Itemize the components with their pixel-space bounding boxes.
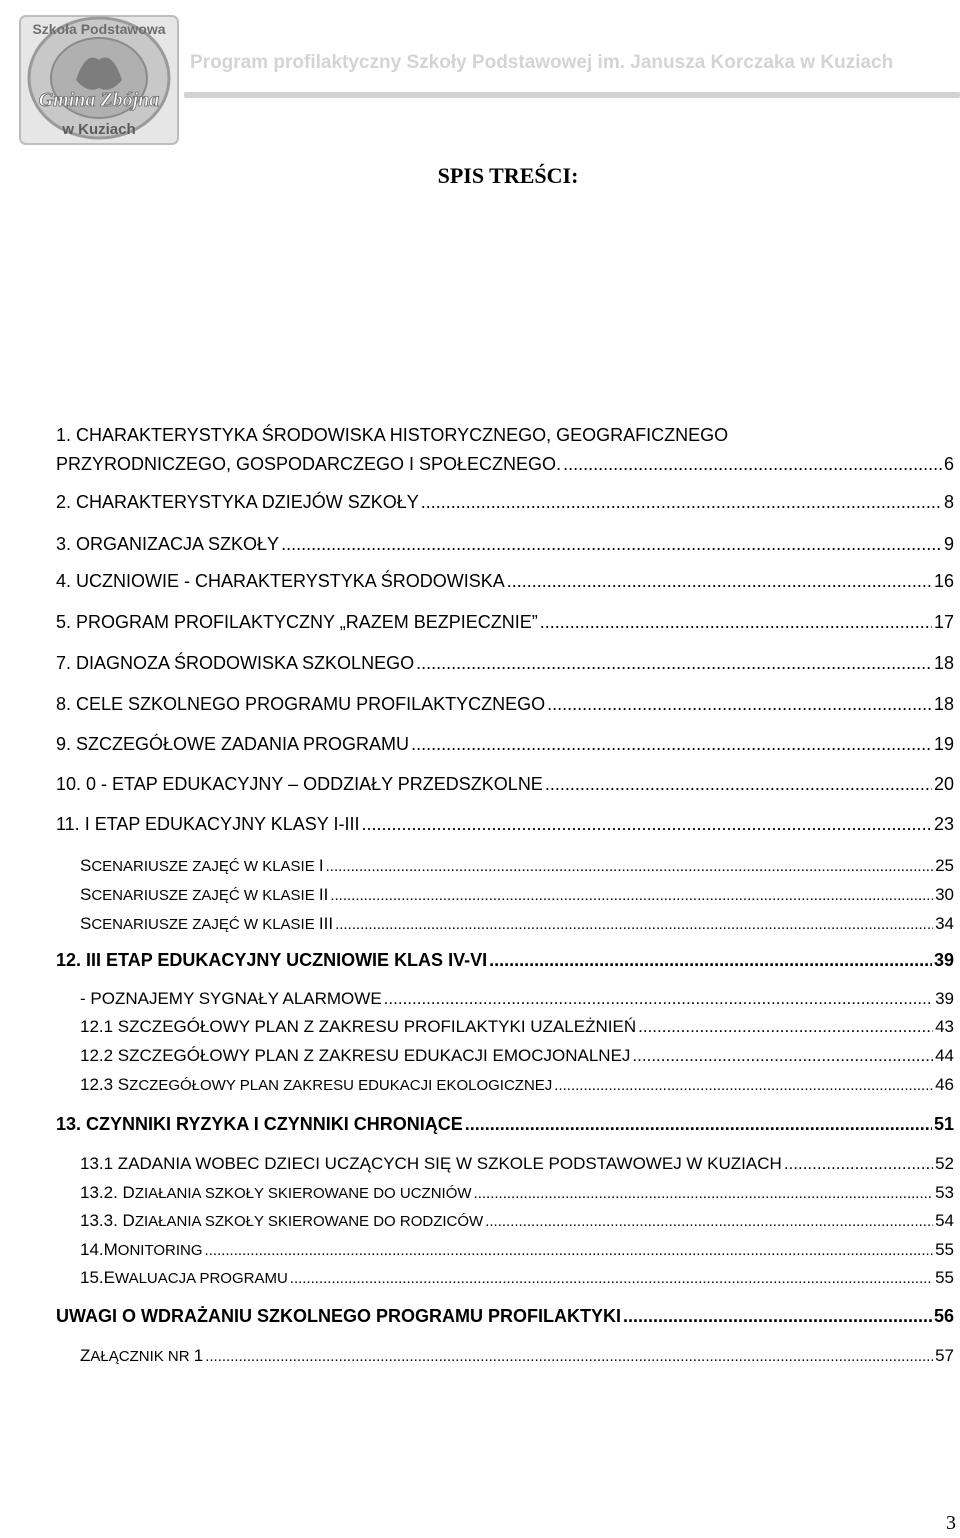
toc-entry[interactable] [0,1114,960,1135]
toc-entry[interactable] [0,653,960,674]
svg-text:Szkoła Podstawowa: Szkoła Podstawowa [32,21,166,37]
dot-leader [205,1242,934,1259]
toc-subentry[interactable] [0,856,960,876]
toc-entry-label: 8. CELE SZKOLNEGO PROGRAMU PROFILAKTYCZNEGO [56,694,546,714]
toc-entry-label: 15.EWALUACJA PROGRAMU [80,1268,288,1287]
toc-entry[interactable] [0,814,960,835]
toc-entry-label: UWAGI O WDRAŻANIU SZKOLNEGO PROGRAMU PROFILAKTYKI [56,1306,621,1326]
dot-leader [489,950,932,971]
toc-subentry[interactable] [0,1017,960,1037]
toc-entry[interactable] [0,950,960,971]
toc-entry-label: 12.1 SZCZEGÓŁOWY PLAN Z ZAKRESU PROFILAKTYKI UZALEŻNIEŃ [80,1017,637,1036]
toc-entry-page: 17 [933,612,954,632]
toc-entry-1-first-line: 1. CHARAKTERYSTYKA ŚRODOWISKA HISTORYCZNEGO, GEOGRAFICZNEGO [56,425,729,445]
header-title: Program profilaktyczny Szkoły Podstawowej im. Janusza Korczaka w Kuziach [190,52,894,73]
toc-entry[interactable] [0,454,960,475]
toc-entry-label: 12.3 SZCZEGÓŁOWY PLAN ZAKRESU EDUKACJI EKOLOGICZNEJ [80,1075,553,1094]
dot-leader [465,1114,932,1135]
dot-leader [623,1306,932,1327]
toc-entry-page: 16 [933,571,954,591]
toc-entry-label: 5. PROGRAM PROFILAKTYCZNY „RAZEM BEZPIECZNIE” [56,612,538,632]
toc-entry-label: 13. CZYNNIKI RYZYKA I CZYNNIKI CHRONIĄCE [56,1114,463,1134]
toc-subentry[interactable] [0,1268,960,1288]
toc-entry-page: 44 [935,1046,954,1065]
toc-title: SPIS TREŚCI: [437,163,579,188]
toc-entry[interactable] [0,774,960,795]
toc-subentry[interactable] [0,1211,960,1231]
toc-entry-page: 20 [933,774,954,794]
dot-leader [784,1154,933,1174]
toc-entry-page: 52 [935,1154,954,1173]
dot-leader [384,989,933,1009]
toc-entry-page: 19 [933,734,954,754]
toc-entry-label: 12. III ETAP EDUKACYJNY UCZNIOWIE KLAS IV-VI [56,950,488,970]
toc-entry-page: 46 [935,1075,954,1094]
toc-entry-page: 25 [935,856,954,875]
toc-subentry[interactable] [0,1183,960,1203]
toc-entry-page: 57 [935,1346,954,1365]
dot-leader [326,858,933,875]
toc-entry-label: 2. CHARAKTERYSTYKA DZIEJÓW SZKOŁY [56,492,419,512]
dot-leader [330,887,933,904]
toc-entry-label: 7. DIAGNOZA ŚRODOWISKA SZKOLNEGO [56,653,415,673]
dot-leader [563,454,942,475]
dot-leader [638,1017,933,1037]
dot-leader [290,1270,933,1287]
toc-entry-label: SCENARIUSZE ZAJĘĆ W KLASIE II [80,885,329,904]
dot-leader [205,1348,933,1365]
dot-leader [540,612,932,633]
dot-leader [474,1185,934,1202]
toc-entry-label: 13.1 ZADANIA WOBEC DZIECI UCZĄCYCH SIĘ W SZKOLE PODSTAWOWEJ W KUZIACH [80,1154,782,1173]
toc-entry-page: 56 [933,1306,954,1326]
toc-entry[interactable] [0,694,960,715]
toc-entry-label: 14.MONITORING [80,1240,203,1259]
toc-entry-page: 23 [933,814,954,834]
toc-entry-page: 34 [935,914,954,933]
dot-leader [507,571,932,592]
toc-entry-label: 11. I ETAP EDUKACYJNY KLASY I-III [56,814,360,834]
toc-entry[interactable] [0,1306,960,1327]
page-number: 3 [946,1512,956,1534]
toc-subentry[interactable] [0,1075,960,1095]
toc-entry[interactable] [0,571,960,592]
dot-leader [554,1077,933,1094]
toc-entry-label: 4. UCZNIOWIE - CHARAKTERYSTYKA ŚRODOWISKA [56,571,505,591]
toc-entry[interactable] [0,492,960,513]
svg-text:w Kuziach: w Kuziach [62,121,136,138]
toc-subentry[interactable] [0,1346,960,1366]
toc-entry-page: 54 [935,1211,954,1230]
toc-entry-label: PRZYRODNICZEGO, GOSPODARCZEGO I SPOŁECZNEGO. [56,454,562,474]
toc-entry-label: 9. SZCZEGÓŁOWE ZADANIA PROGRAMU [56,734,410,754]
toc-subentry[interactable] [0,1154,960,1174]
toc-entry[interactable] [0,612,960,633]
dot-leader [411,734,932,755]
toc-entry[interactable] [0,734,960,755]
toc-entry-page: 55 [935,1268,954,1287]
toc-entry-label: 13.2. DZIAŁANIA SZKOŁY SKIEROWANE DO UCZNIÓW [80,1183,472,1202]
toc-entry-page: 53 [935,1183,954,1202]
dot-leader [335,916,933,933]
dot-leader [416,653,932,674]
toc-entry-page: 18 [933,694,954,714]
dot-leader [632,1046,933,1066]
toc-entry-page: 39 [935,989,954,1008]
dot-leader [361,814,932,835]
svg-text:Gmina Zbójna: Gmina Zbójna [38,89,160,111]
toc-entry-page: 39 [933,950,954,970]
toc-entry-page: 18 [933,653,954,673]
dot-leader [421,492,942,513]
toc-entry[interactable] [0,534,960,555]
dot-leader [281,534,942,555]
toc-entry-page: 8 [943,492,954,512]
toc-subentry[interactable] [0,1240,960,1260]
toc-entry-label: 10. 0 - ETAP EDUKACYJNY – ODDZIAŁY PRZEDSZKOLNE [56,774,543,794]
toc-entry-page: 9 [943,534,954,554]
toc-entry-label: 12.2 SZCZEGÓŁOWY PLAN Z ZAKRESU EDUKACJI EMOCJONALNEJ [80,1046,631,1065]
toc-entry-page: 51 [933,1114,954,1134]
toc-entry-page: 6 [943,454,954,474]
toc-subentry[interactable] [0,914,960,934]
toc-entry-page: 43 [935,1017,954,1036]
toc-subentry[interactable] [0,885,960,905]
toc-entry-page: 55 [935,1240,954,1259]
dot-leader [545,774,932,795]
dot-leader [485,1213,933,1230]
toc-entry-label: ZAŁĄCZNIK NR 1 [80,1346,204,1365]
dot-leader [547,694,932,715]
toc-entry-page: 30 [935,885,954,904]
toc-entry-label: - POZNAJEMY SYGNAŁY ALARMOWE [80,989,382,1008]
toc-entry-label: SCENARIUSZE ZAJĘĆ W KLASIE III [80,914,334,933]
toc-subentry[interactable] [0,1046,960,1066]
toc-entry-label: 3. ORGANIZACJA SZKOŁY [56,534,280,554]
toc-entry-label: SCENARIUSZE ZAJĘĆ W KLASIE I [80,856,324,875]
toc-entry-label: 13.3. DZIAŁANIA SZKOŁY SKIEROWANE DO RODZICÓW [80,1211,484,1230]
toc-subentry[interactable] [0,989,960,1009]
